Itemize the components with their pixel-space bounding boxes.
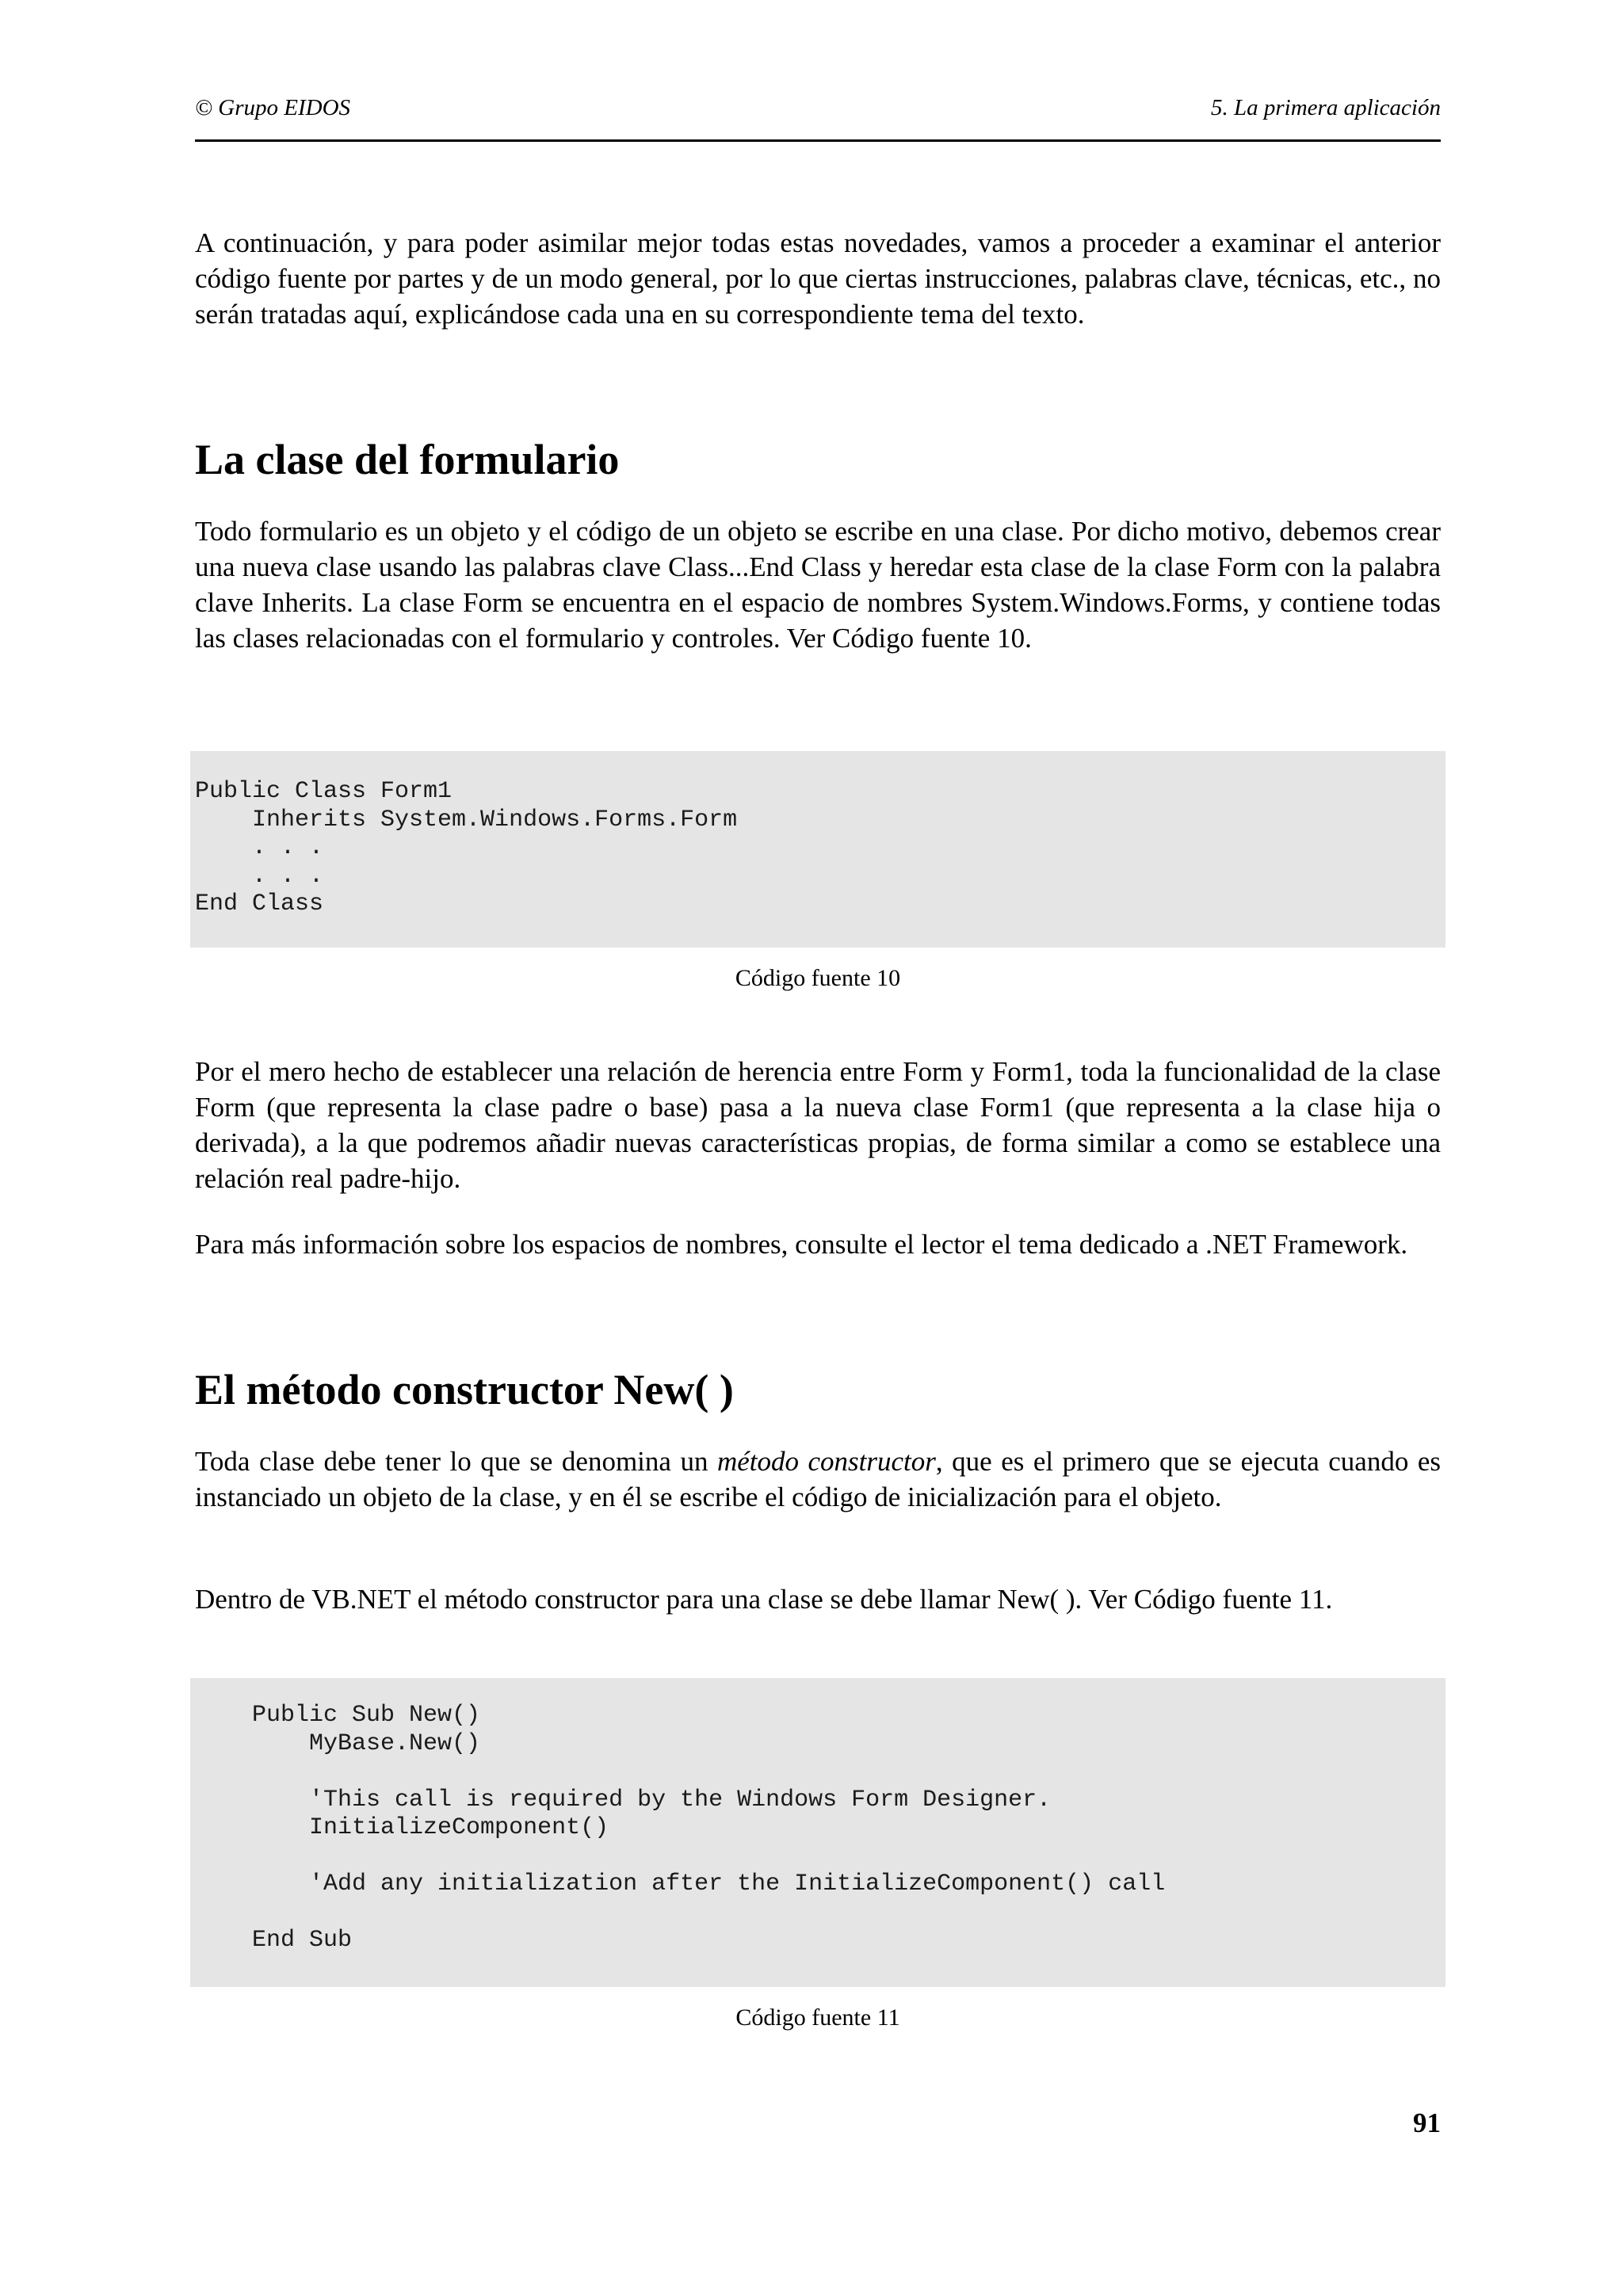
page-number: 91 [1413,2107,1441,2138]
constructor-paragraph [195,1444,1441,1515]
constructor-text-after: , que es el primero que se ejecuta cuando es instanciado un objeto de la clase, y en él se escribe el código de inicialización para el objeto. [195,1446,1441,1512]
caption-listing-11: Código fuente 11 [735,2004,900,2031]
form-class-paragraph: Todo formulario es un objeto y el código de un objeto se escribe en una clase. Por dicho motivo, debemos crear una nueva clase usando las palabras clave Class...End Class y heredar esta clase de la clase Form con la palabra clave Inherits. La clase Form se encuentra en el espacio de nombres System.Windows.Forms, y contiene todas las clases relacionadas con el formulario y controles. Ver Código fuente 10. [195,516,1441,654]
namespaces-paragraph: Para más información sobre los espacios de nombres, consulte el lector el tema dedicado a .NET Framework. [195,1229,1408,1260]
heading-constructor: El método constructor New( ) [195,1366,734,1413]
vbnet-paragraph: Dentro de VB.NET el método constructor para una clase se debe llamar New( ). Ver Código fuente 11. [195,1584,1333,1615]
header-chapter: 5. La primera aplicación [1211,95,1441,120]
code-listing-11 [190,1678,1445,1987]
code-listing-10 [190,751,1445,948]
constructor-term: método constructor [716,1446,936,1477]
code-listing-10-text: Public Class Form1 Inherits System.Windows.Forms.Form . . . . . . End Class [195,778,738,917]
header-publisher: © Grupo EIDOS [195,95,351,120]
code-listing-11-text: Public Sub New() MyBase.New() 'This call is required by the Windows Form Designer. InitializeComponent() 'Add any initialization after the InitializeComponent() call End Sub [252,1702,1166,1954]
heading-form-class: La clase del formulario [195,436,620,483]
caption-listing-10: Código fuente 10 [735,965,901,991]
intro-paragraph: A continuación, y para poder asimilar mejor todas estas novedades, vamos a proceder a examinar el anterior código fuente por partes y de un modo general, por lo que ciertas instrucciones, palabras clave, técnicas, etc., no serán tratadas aquí, explicándose cada una en su correspondiente tema del texto. [195,227,1441,330]
page-header [195,95,1441,142]
constructor-text-before: Toda clase debe tener lo que se denomina un [195,1446,717,1477]
inheritance-paragraph: Por el mero hecho de establecer una relación de herencia entre Form y Form1, toda la funcionalidad de la clase Form (que representa la clase padre o base) pasa a la nueva clase Form1 (que representa a la clase hija o derivada), a la que podremos añadir nuevas características propias, de forma similar a como se establece una relación real padre-hijo. [195,1056,1441,1194]
